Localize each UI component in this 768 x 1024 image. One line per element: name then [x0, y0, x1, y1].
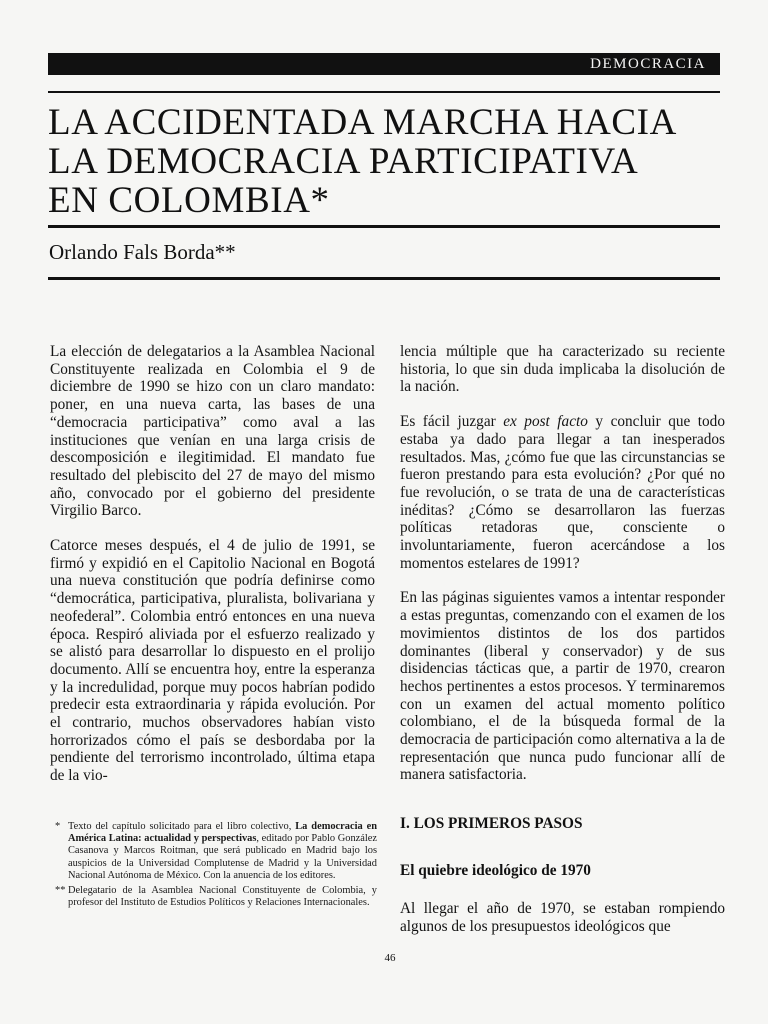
section-header-bar	[48, 53, 720, 75]
title-line-3: EN COLOMBIA*	[48, 180, 330, 221]
right-paragraph-2	[400, 413, 725, 572]
footnote-1	[55, 821, 377, 882]
left-paragraph-1: La elección de delegatarios a la Asamblea Nacional Constituyente realizada en Colombia el 9 de diciembre de 1990 se hizo con un claro mandato: poner, en una nueva carta, las bases de una “democracia participativa” como aval a las instituciones que venían en una larga crisis de descomposición e ilegitimidad. El mandato fue resultado del plebiscito del 27 de mayo del mismo año, convocado por el gobierno del presidente Virgilio Barco.	[50, 343, 375, 520]
right-paragraph-2-rest: y concluir que todo estaba ya dado para llegar a tan inesperados resultados. Mas, ¿cómo fue que las circunstancias se fueron prestando para esta evolución? ¿Por qué no fue revolución, o se trata de una de características inéditas? ¿Cómo se desarrollaron las fuerzas políticas retadoras que, consciente o involuntariamente, fueron acercándose a los momentos estelares de 1991?	[400, 413, 725, 572]
section-label: DEMOCRACIA	[590, 56, 706, 72]
footnotes	[55, 821, 377, 912]
right-paragraph-4: Al llegar el año de 1970, se estaban rompiendo algunos de los presupuestos ideológicos que	[400, 900, 725, 935]
author-name: Orlando Fals Borda**	[49, 240, 236, 264]
footnote-1-text-end: , editado por Pablo González Casanova y Marcos Roitman, que será publicado en Madrid bajo los auspicios de la Universidad Complutense de Madrid y la Universidad Nacional Autónoma de México. Con la anuencia de los editores.	[68, 833, 377, 881]
right-column	[400, 343, 725, 801]
right-paragraph-1: lencia múltiple que ha caracterizado su reciente historia, lo que sin duda implicaba la disolución de la nación.	[400, 343, 725, 396]
left-column	[50, 343, 375, 802]
latin-phrase: ex post facto	[503, 413, 588, 431]
article-title	[48, 103, 728, 220]
footnote-1-book-title: La democracia en América Latina: actualidad y perspectivas	[68, 821, 377, 845]
title-top-rule	[48, 91, 720, 93]
page-number: 46	[384, 952, 396, 964]
footnote-1-text-start: Texto del capítulo solicitado para el libro colectivo,	[68, 821, 296, 832]
footnote-2-mark: **	[55, 885, 66, 897]
subsection-heading: El quiebre ideológico de 1970	[400, 862, 591, 879]
title-line-2: LA DEMOCRACIA PARTICIPATIVA	[48, 141, 639, 182]
footnote-2	[55, 885, 377, 909]
footnote-2-text: Delegatario de la Asamblea Nacional Constituyente de Colombia, y profesor del Instituto de Estudios Políticos y Relaciones Internacionales.	[68, 885, 377, 909]
right-paragraph-3: En las páginas siguientes vamos a intentar responder a estas preguntas, comenzando con el examen de los movimientos distintos de los dos partidos dominantes (liberal y conservador) y de sus disidencias tácticas que, a partir de 1970, crearon hechos pertinentes a estos procesos. Y terminaremos con un examen del actual momento político colombiano, el de la búsqueda formal de la democracia de participación como alternativa a la de representación que nunca pudo funcionar allí de manera satisfactoria.	[400, 589, 725, 784]
title-line-1: LA ACCIDENTADA MARCHA HACIA	[48, 102, 677, 143]
right-paragraph-2-start: Es fácil juzgar	[400, 413, 504, 431]
author-bottom-rule	[48, 277, 720, 280]
title-bottom-rule	[48, 225, 720, 228]
section-heading: I. LOS PRIMEROS PASOS	[400, 815, 583, 832]
left-paragraph-2: Catorce meses después, el 4 de julio de 1991, se firmó y expidió en el Capitolio Nacional en Bogotá una nueva constitución que podría definirse como “democrática, participativa, pluralista, bolivariana y neofederal”. Colombia entró entonces en una nueva época. Respiró aliviada por el esfuerzo realizado y se alistó para desarrollar lo dispuesto en el prolijo documento. Allí se encuentra hoy, entre la esperanza y la incredulidad, porque muy pocos habrían podido predecir esta extraordinaria y rápida evolución. Por el contrario, muchos observadores habían visto horrorizados cómo el país se desbordaba por la pendiente del terrorismo incontrolado, última etapa de la vio-	[50, 537, 375, 785]
footnote-1-mark: *	[55, 821, 61, 832]
